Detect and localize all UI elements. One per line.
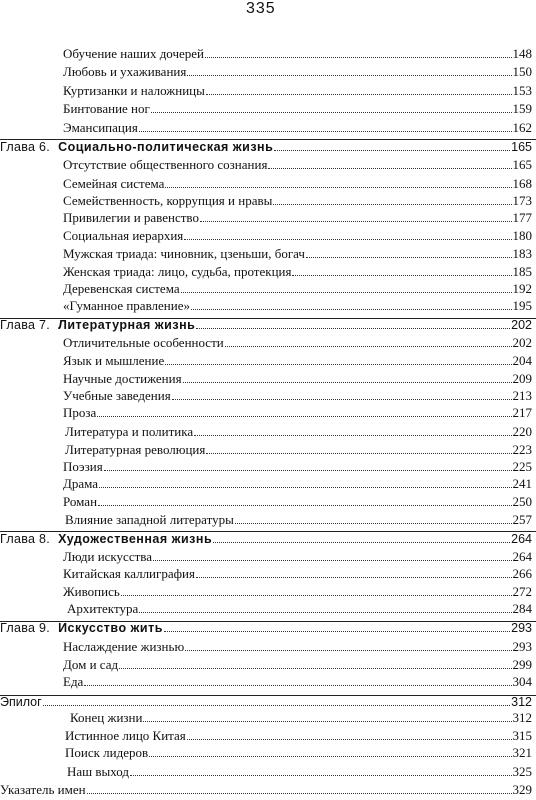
- page-ref: 177: [512, 210, 532, 226]
- entry-title: Женская триада: лицо, судьба, протекция: [63, 263, 292, 279]
- dot-leader: [306, 257, 512, 258]
- dot-leader: [183, 382, 512, 383]
- dot-leader: [84, 685, 511, 686]
- dot-leader: [268, 168, 511, 169]
- dot-leader: [172, 399, 512, 400]
- entry-title: Бинтование ног: [63, 101, 150, 117]
- entry-title: Живопись: [63, 584, 120, 600]
- dot-leader: [99, 487, 511, 488]
- entry-title: Драма: [63, 476, 99, 492]
- entry-title: Наслаждение жизнью: [63, 638, 185, 654]
- dot-leader: [185, 650, 511, 651]
- dot-leader: [205, 57, 511, 58]
- page-ref: 153: [512, 83, 532, 99]
- chapter-number: Глава 7.: [0, 318, 51, 333]
- dot-leader: [149, 756, 511, 757]
- dot-leader: [121, 595, 512, 596]
- chapter-number: Глава 9.: [0, 621, 51, 636]
- page-ref: 264: [512, 548, 532, 564]
- entry-title: Язык и мышление: [63, 352, 165, 368]
- dot-leader: [196, 328, 510, 329]
- toc-entry-row: [63, 333, 532, 351]
- entry-title: Отличительные особенности: [63, 335, 224, 351]
- dot-leader: [206, 453, 511, 454]
- entry-title: Люди искусства: [63, 548, 153, 564]
- toc-entry-row: [63, 582, 532, 600]
- entry-title: Архитектура: [67, 601, 139, 617]
- entry-title: Мужская триада: чиновник, цзеньши, богач: [63, 245, 305, 261]
- page-ref: 209: [512, 370, 532, 386]
- page-ref: 202: [511, 318, 532, 333]
- page-ref: 325: [512, 763, 532, 779]
- entry-title: Эпилог: [0, 694, 42, 709]
- entry-title: Учебные заведения: [63, 388, 171, 404]
- page-ref: 168: [512, 175, 532, 191]
- section-rule: [0, 621, 536, 622]
- toc-entry-row: [63, 369, 532, 387]
- page-ref: 284: [512, 601, 532, 617]
- entry-title: Привилегии и равенство: [63, 210, 199, 226]
- dot-leader: [235, 523, 512, 524]
- entry-title: Любовь и ухаживания: [63, 64, 187, 80]
- entry-title: Эмансипация: [63, 119, 138, 135]
- page-ref: 173: [512, 193, 532, 209]
- dot-leader: [97, 416, 511, 417]
- page-ref: 241: [512, 476, 532, 492]
- entry-title: Литература и политика: [65, 423, 194, 439]
- entry-title: Дом и сад: [63, 656, 119, 672]
- page-number: 335: [246, 0, 276, 17]
- page-ref: 195: [512, 298, 532, 314]
- chapter-title: Социально-политическая жизнь: [58, 139, 274, 154]
- entry-title: Куртизанки и наложницы: [63, 83, 205, 99]
- dot-leader: [274, 150, 510, 151]
- page-ref: 202: [512, 335, 532, 351]
- toc-entry-row: [65, 510, 532, 528]
- dot-leader: [292, 275, 511, 276]
- dot-leader: [151, 112, 512, 113]
- entry-title: Семейная система: [63, 175, 165, 191]
- toc-entry-row: [63, 81, 532, 99]
- toc-entry-row: [65, 422, 532, 440]
- page-ref: 312: [511, 694, 532, 709]
- dot-leader: [143, 721, 511, 722]
- page-ref: 183: [512, 245, 532, 261]
- page-ref: 329: [512, 782, 532, 797]
- dot-leader: [165, 187, 511, 188]
- page-ref: 213: [512, 388, 532, 404]
- dot-leader: [181, 292, 512, 293]
- toc-entry-row: [63, 226, 532, 244]
- chapter-title: Литературная жизнь: [58, 318, 196, 333]
- dot-leader: [43, 705, 510, 706]
- toc-entry-row: [63, 279, 532, 297]
- dot-leader: [139, 612, 511, 613]
- page-ref: 299: [512, 656, 532, 672]
- toc-entry-row: [63, 44, 532, 62]
- dot-leader: [139, 131, 512, 132]
- toc-entry-row: [65, 440, 532, 458]
- toc-entry-row: [63, 244, 532, 262]
- toc-entry-row: [63, 208, 532, 226]
- page-ref: 204: [512, 352, 532, 368]
- entry-title: Еда: [63, 674, 84, 689]
- page-ref: 293: [512, 638, 532, 654]
- page-ref: 220: [512, 423, 532, 439]
- toc-entry-row: [65, 726, 532, 744]
- chapter-title: Искусство жить: [58, 621, 163, 636]
- toc-entry-row: [63, 351, 532, 369]
- entry-title: Истинное лицо Китая: [65, 727, 186, 743]
- entry-title: Проза: [63, 405, 97, 421]
- entry-title: «Гуманное правление»: [63, 298, 190, 314]
- entry-title: Указатель имен: [0, 782, 86, 797]
- toc-entry-row: [63, 99, 532, 117]
- dot-leader: [225, 346, 512, 347]
- page-ref: 165: [512, 156, 532, 172]
- page-ref: 148: [512, 46, 532, 61]
- section-rule: [0, 695, 536, 696]
- dot-leader: [165, 364, 511, 365]
- dot-leader: [273, 204, 511, 205]
- toc-entry-row: [63, 403, 532, 421]
- dot-leader: [119, 668, 511, 669]
- page-ref: 217: [512, 405, 532, 421]
- entry-title: Научные достижения: [63, 370, 182, 386]
- dot-leader: [184, 239, 511, 240]
- section-rule: [0, 531, 536, 532]
- page-ref: 159: [512, 101, 532, 117]
- section-rule: [0, 139, 536, 140]
- toc-entry-row: [63, 564, 532, 582]
- page-ref: 264: [511, 531, 532, 546]
- entry-title: Поиск лидеров: [65, 744, 149, 760]
- toc-entry-row: [63, 191, 532, 209]
- page-ref: 266: [512, 566, 532, 581]
- toc-entry-row: [63, 457, 532, 475]
- toc-entry-row: [67, 599, 532, 617]
- toc-entry-row: [63, 474, 532, 492]
- toc-entry-row: [67, 762, 532, 780]
- page-ref: 165: [511, 139, 532, 154]
- entry-title: Наш выход: [67, 763, 130, 779]
- toc-entry-row: [63, 262, 532, 280]
- page-ref: 257: [512, 511, 532, 527]
- dot-leader: [194, 435, 511, 436]
- page-ref: 293: [511, 621, 532, 636]
- entry-title: Обучение наших дочерей: [63, 46, 205, 61]
- toc-entry-row: [63, 118, 532, 136]
- dot-leader: [98, 505, 511, 506]
- toc-entry-row: [63, 547, 532, 565]
- page-ref: 250: [512, 494, 532, 510]
- entry-title: Влияние западной литературы: [65, 511, 234, 527]
- dot-leader: [187, 739, 512, 740]
- toc-entry-row: [63, 492, 532, 510]
- page-ref: 312: [512, 710, 532, 726]
- entry-title: Семейственность, коррупция и нравы: [63, 193, 273, 209]
- page-ref: 185: [512, 263, 532, 279]
- toc-entry-row: [63, 296, 532, 314]
- dot-leader: [200, 221, 512, 222]
- page-ref: 304: [512, 674, 532, 689]
- toc-entry-row: [63, 637, 532, 655]
- toc-entry-row: [63, 174, 532, 192]
- entry-title: Литературная революция: [65, 441, 206, 457]
- dot-leader: [191, 309, 512, 310]
- dot-leader: [87, 793, 512, 794]
- page-ref: 162: [512, 119, 532, 135]
- page-ref: 150: [512, 64, 532, 80]
- chapter-title: Художественная жизнь: [58, 531, 213, 546]
- page-ref: 223: [512, 441, 532, 457]
- dot-leader: [213, 542, 510, 543]
- entry-title: Роман: [63, 494, 98, 510]
- page-ref: 192: [512, 281, 532, 297]
- entry-title: Поэзия: [63, 458, 103, 474]
- toc-entry-row: [70, 708, 532, 726]
- toc-entry-row: [63, 655, 532, 673]
- page-ref: 315: [512, 727, 532, 743]
- chapter-number: Глава 8.: [0, 531, 51, 546]
- toc-entry-row: [63, 386, 532, 404]
- entry-title: Китайская каллиграфия: [63, 566, 195, 581]
- toc-entry-row: [63, 155, 532, 173]
- toc-entry-row: [65, 743, 532, 761]
- dot-leader: [164, 631, 510, 632]
- dot-leader: [206, 94, 512, 95]
- page-ref: 180: [512, 227, 532, 243]
- dot-leader: [130, 775, 511, 776]
- toc-entry-row: [0, 780, 532, 798]
- dot-leader: [196, 577, 512, 578]
- entry-title: Отсутствие общественного сознания: [63, 156, 268, 172]
- dot-leader: [104, 470, 512, 471]
- dot-leader: [153, 560, 511, 561]
- toc-entry-row: [63, 672, 532, 690]
- toc-entry-row: [63, 62, 532, 80]
- chapter-number: Глава 6.: [0, 139, 51, 154]
- page-ref: 225: [512, 458, 532, 474]
- dot-leader: [187, 75, 511, 76]
- page-ref: 321: [512, 744, 532, 760]
- page-ref: 272: [512, 584, 532, 600]
- entry-title: Социальная иерархия: [63, 227, 184, 243]
- section-rule: [0, 318, 536, 319]
- entry-title: Конец жизни: [70, 710, 143, 726]
- entry-title: Деревенская система: [63, 281, 180, 297]
